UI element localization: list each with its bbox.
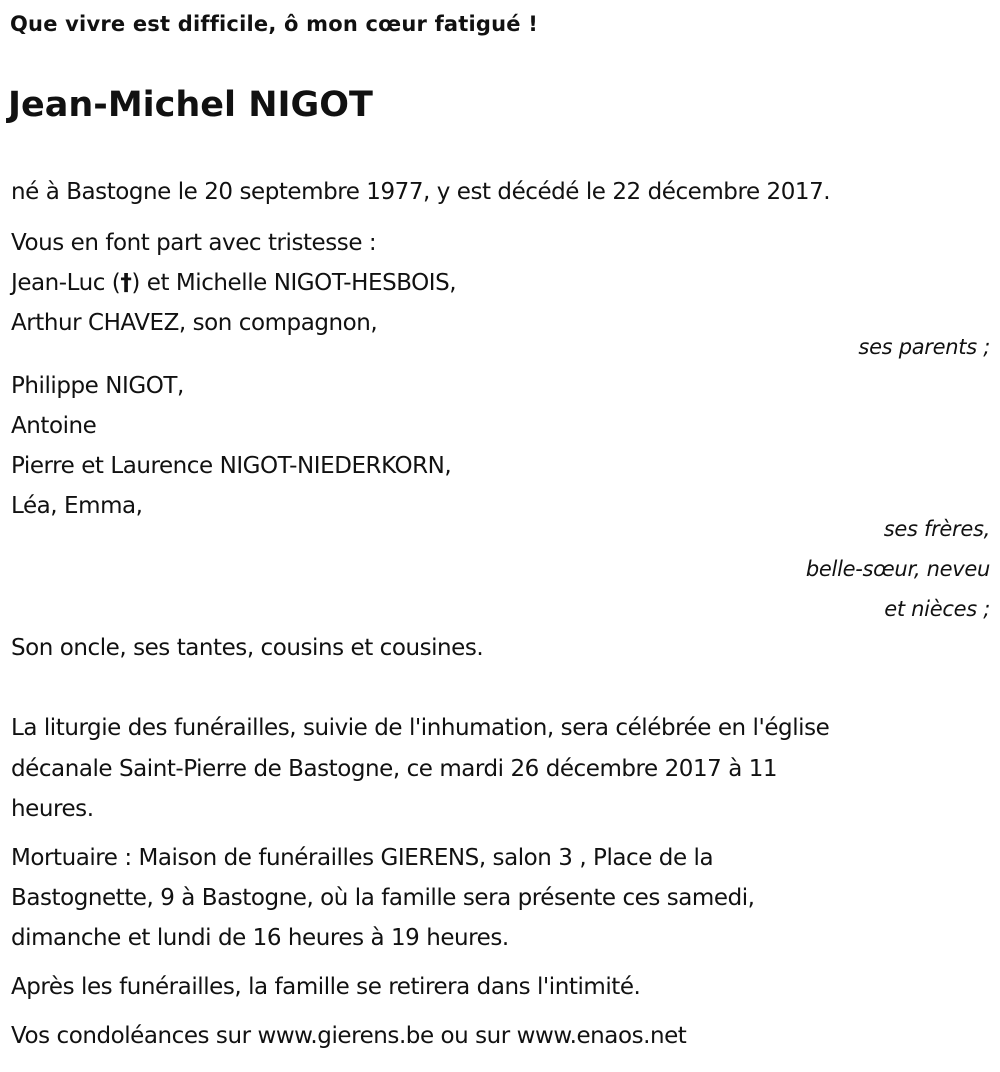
relatives-line: Son oncle, ses tantes, cousins et cousines. (11, 635, 484, 661)
parents-line-1-end: ) et Michelle NIGOT-HESBOIS, (131, 270, 457, 296)
cross-icon: † (120, 270, 132, 296)
liturgy-line-1: La liturgie des funérailles, suivie de l'inhumation, sera célébrée en l'église (11, 715, 830, 741)
deceased-name: Jean-Michel NIGOT (8, 85, 373, 125)
mortuary-line-1: Mortuaire : Maison de funérailles GIERENS, salon 3 , Place de la (11, 845, 714, 871)
sibling-line-4: Léa, Emma, (11, 493, 143, 519)
parents-line-2: Arthur CHAVEZ, son compagnon, (11, 310, 378, 336)
after-funeral-line: Après les funérailles, la famille se retirera dans l'intimité. (11, 974, 641, 1000)
liturgy-line-2: décanale Saint-Pierre de Bastogne, ce mardi 26 décembre 2017 à 11 (11, 756, 778, 782)
liturgy-line-3: heures. (11, 796, 94, 822)
parents-line-1 (11, 269, 456, 297)
condolences-line: Vos condoléances sur www.gierens.be ou sur www.enaos.net (11, 1023, 687, 1049)
mortuary-line-2: Bastognette, 9 à Bastogne, où la famille sera présente ces samedi, (11, 885, 755, 911)
parents-line-1-start: Jean-Luc ( (11, 270, 121, 296)
announce-intro: Vous en font part avec tristesse : (11, 230, 377, 256)
role-siblings-2: belle-sœur, neveu (805, 557, 990, 581)
motto-heading: Que vivre est difficile, ô mon cœur fatigué ! (10, 12, 539, 36)
sibling-line-2: Antoine (11, 413, 97, 439)
role-parents: ses parents ; (858, 335, 990, 359)
role-siblings-3: et nièces ; (884, 597, 990, 621)
sibling-line-1: Philippe NIGOT, (11, 373, 184, 399)
mortuary-line-3: dimanche et lundi de 16 heures à 19 heures. (11, 925, 509, 951)
role-siblings-1: ses frères, (883, 517, 990, 541)
sibling-line-3: Pierre et Laurence NIGOT-NIEDERKORN, (11, 453, 452, 479)
birth-death-line: né à Bastogne le 20 septembre 1977, y est décédé le 22 décembre 2017. (11, 179, 831, 205)
